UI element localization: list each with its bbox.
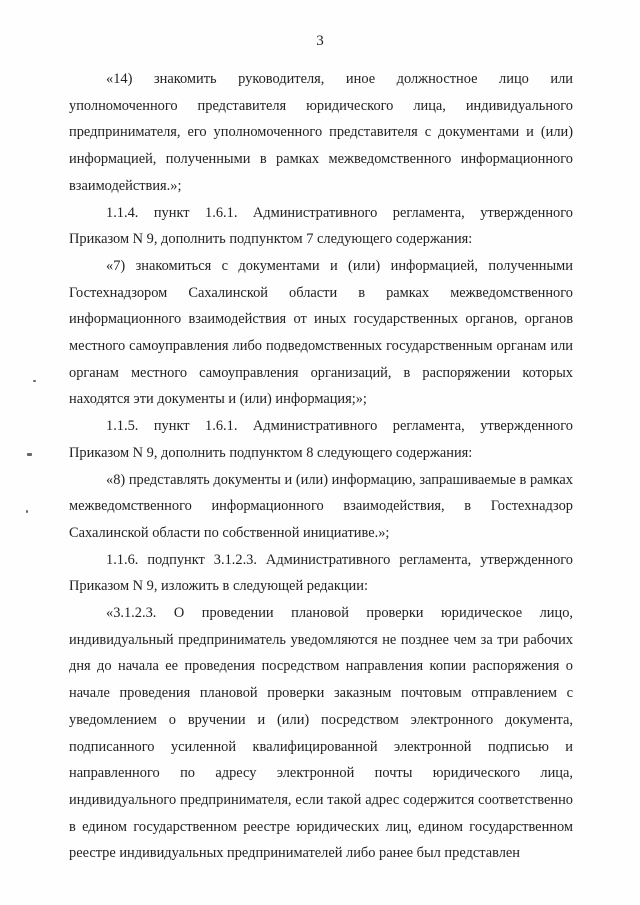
scan-speck [26,510,28,513]
paragraph-item-14: «14) знакомить руководителя, иное должностное лицо или уполномоченного представителя юридического лица, индивидуального предпринимателя, его уполномоченного представителя с документами и (или) информацией, полученными в рамках межведомственного информационного взаимодействия.»; [69,71,573,194]
paragraph-item-7: «7) знакомиться с документами и (или) информацией, полученными Гостехнадзором Сахалинской области в рамках межведомственного информационного взаимодействия от иных государственных органов, органов местного самоуправления либо подведомственных государственным органам или органам местного самоуправления организаций, в распоряжении которых находятся эти документы и (или) информация;»; [69,257,573,408]
page-number: 3 [316,33,324,49]
paragraph-item-8: «8) представлять документы и (или) информацию, запрашиваемые в рамках межведомственного информационного взаимодействия, в Гостехнадзор Сахалинской области по собственной инициативе.»; [69,471,573,541]
scan-speck [27,453,32,456]
paragraph-clause-1-1-5: 1.1.5. пункт 1.6.1. Административного регламента, утвержденного Приказом N 9, дополнить подпунктом 8 следующего содержания: [69,418,573,461]
document-body [69,66,573,867]
scan-speck [33,380,36,382]
paragraph-clause-1-1-4: 1.1.4. пункт 1.6.1. Административного регламента, утвержденного Приказом N 9, дополнить подпунктом 7 следующего содержания: [69,204,573,248]
paragraph-item-3-1-2-3: «3.1.2.3. О проведении плановой проверки юридическое лицо, индивидуальный предприниматель уведомляются не позднее чем за три рабочих дня до начала ее проведения посредством направления копии распоряжения о начале проведения плановой проверки заказным почтовым отправлением с уведомлением о вручении и (или) посредством электронного документа, подписанного усиленной квалифицированной электронной подписью и направленного по адресу электронной почты юридического лица, индивидуального предпринимателя, если такой адрес содержится соответственно в едином государственном реестре юридических лиц, едином государственном реестре индивидуальных предпринимателей либо ранее был представлен [69,605,573,862]
paragraph-clause-1-1-6: 1.1.6. подпункт 3.1.2.3. Административного регламента, утвержденного Приказом N 9, изложить в следующей редакции: [69,551,573,595]
